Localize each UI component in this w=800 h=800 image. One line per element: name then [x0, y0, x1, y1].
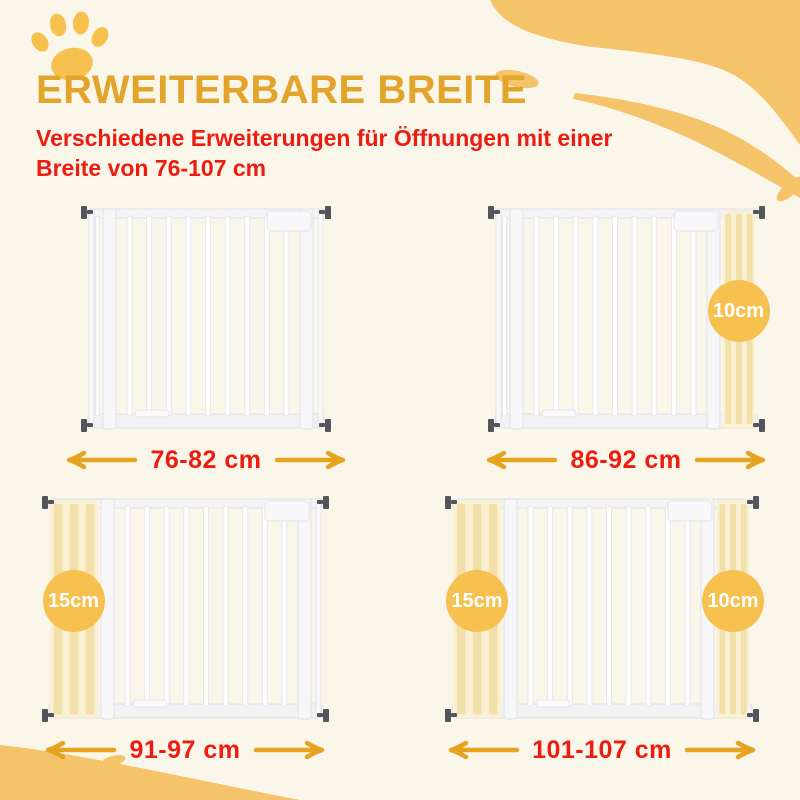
header — [36, 68, 696, 184]
width-range-label: 76-82 cm — [150, 445, 262, 474]
width-range-label: 91-97 cm — [129, 735, 241, 764]
extension-badge — [708, 280, 770, 342]
safety-gate-illustration — [443, 493, 761, 725]
arrow-left-icon — [484, 450, 558, 470]
extension-size-label: 10cm — [707, 589, 759, 612]
extension-size-label: 10cm — [712, 299, 765, 322]
extension-size-label: 15cm — [451, 589, 503, 612]
page-title: ERWEITERBARE BREITE — [36, 68, 528, 112]
width-measure — [484, 442, 767, 478]
extension-badge — [446, 570, 508, 632]
width-range-label: 86-92 cm — [570, 445, 682, 474]
extension-badge — [702, 570, 764, 632]
arrow-right-icon — [694, 450, 768, 470]
gate-variant-15cm — [0, 488, 400, 778]
arrow-right-icon — [684, 740, 758, 760]
page-subtitle — [36, 124, 696, 184]
width-measure — [446, 732, 758, 768]
safety-gate-illustration — [79, 203, 333, 435]
arrow-right-icon — [274, 450, 348, 470]
arrow-left-icon — [64, 450, 138, 470]
arrow-left-icon — [446, 740, 520, 760]
gate-variant-15cm-10cm — [400, 488, 800, 778]
extension-badge — [43, 570, 105, 632]
width-measure — [43, 732, 326, 768]
arrow-right-icon — [253, 740, 327, 760]
gate-variant-10cm — [400, 198, 800, 488]
safety-gate-illustration — [40, 493, 331, 725]
width-range-label: 101-107 cm — [532, 735, 672, 764]
width-measure — [64, 442, 347, 478]
extension-size-label: 15cm — [47, 589, 100, 612]
subtitle-line-2: Breite von 76-107 cm — [36, 154, 267, 181]
safety-gate-graphic — [79, 203, 333, 435]
subtitle-line-1: Verschiedene Erweiterungen für Öffnungen mit einer — [36, 125, 613, 151]
arrow-left-icon — [43, 740, 117, 760]
safety-gate-illustration — [486, 203, 767, 435]
gate-variants-grid — [0, 198, 800, 778]
gate-variant-standard — [0, 198, 400, 488]
